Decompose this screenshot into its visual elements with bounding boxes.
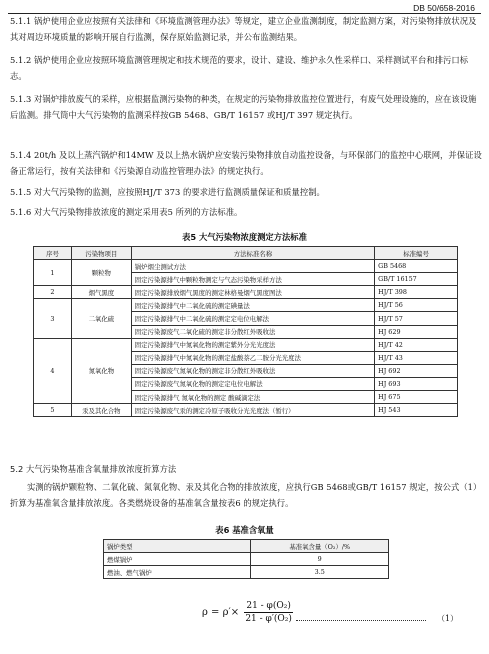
- table-row: [34, 299, 458, 312]
- standard-number-cell: HJ/T 43: [375, 351, 458, 364]
- conversion-formula: [202, 600, 293, 625]
- method-name-cell: 固定污染源排气中二氧化硫的测定碘量法: [131, 299, 374, 312]
- row-number-cell: 5: [34, 404, 72, 417]
- standard-number-cell: HJ 692: [375, 364, 458, 377]
- standard-number-cell: HJ 693: [375, 377, 458, 390]
- method-name-cell: 固定污染源排气中氮氧化物的测定紫外分光光度法: [131, 338, 374, 351]
- table5-col-method: 方法标准名称: [131, 247, 374, 260]
- clause-5-1-3: 5.1.3 对锅炉排放废气的采样，应根据监测污染物的种类，在规定的污染物排放监控位置进行，有废气处理设施的，应在该设施后监测。排气筒中大气污染物的监测采样按GB 5468、GB/T 16157 或HJ/T 397 规定执行。: [10, 94, 477, 120]
- method-name-cell: 固定污染源废气氮氧化物的测定非分散红外吸收法: [131, 364, 374, 377]
- pollutant-item-cell: 汞及其化合物: [71, 404, 131, 417]
- clause-5-1-5: 5.1.5 对大气污染物的监测，应按照HJ/T 373 的要求进行监测质量保证和质量控制。: [10, 187, 325, 197]
- method-name-cell: 固定污染源排放烟气黑度的测定林格曼烟气黑度图法: [131, 286, 374, 299]
- method-name-cell: 固定污染源废气汞的测定冷原子吸收分光光度法（暂行）: [131, 404, 374, 417]
- table6-col-type: 锅炉类型: [104, 540, 251, 553]
- standard-number-cell: HJ 675: [375, 391, 458, 404]
- table6-col-value: 基准氧含量（O₂）/%: [251, 540, 389, 553]
- table5-col-item: 污染物项目: [71, 247, 131, 260]
- table6: [103, 539, 389, 579]
- table6-header-row: [104, 540, 389, 553]
- standard-number-cell: HJ/T 42: [375, 338, 458, 351]
- formula-fraction: [244, 600, 293, 625]
- table-row: [34, 404, 458, 417]
- table-row: [34, 260, 458, 273]
- standard-number-cell: HJ 543: [375, 404, 458, 417]
- pollutant-item-cell: 氮氧化物: [71, 338, 131, 403]
- clause-5-1-6: 5.1.6 对大气污染物排放浓度的测定采用表5 所列的方法标准。: [10, 207, 243, 217]
- table-row: [104, 553, 389, 566]
- standard-number-cell: HJ 629: [375, 325, 458, 338]
- table5-col-std: 标准编号: [375, 247, 458, 260]
- table-row: [104, 566, 389, 579]
- section-5-2-heading: 5.2 大气污染物基准含氧量排放浓度折算方法: [10, 464, 177, 474]
- clause-5-1-4: 5.1.4 20t/h 及以上蒸汽锅炉和14MW 及以上热水锅炉应安装污染物排放自动监控设备，与环保部门的监控中心联网，并保证设备正常运行，按有关法律和《污染源自动监控管理办法》的规定执行。: [10, 150, 482, 176]
- section-5-2-body: 实测的锅炉颗粒物、二氧化硫、氮氧化物、汞及其化合物的排放浓度，应执行GB 5468或GB/T 16157 规定，按公式（1）折算为基准氧含量排放浓度。各类燃烧设备的基准氧含量按表6 的规定执行。: [10, 482, 482, 508]
- row-number-cell: 1: [34, 260, 72, 286]
- clause-5-1-2: 5.1.2 锅炉使用企业应按照环境监测管理规定和技术规范的要求，设计、建设、维护永久性采样口、采样测试平台和排污口标志。: [10, 55, 469, 81]
- pollutant-item-cell: 二氧化硫: [71, 299, 131, 338]
- boiler-type-cell: 燃煤锅炉: [104, 553, 251, 566]
- formula-denominator: 21 - φ′(O₂): [245, 614, 292, 624]
- table-row: [34, 338, 458, 351]
- clause-5-1-1: 5.1.1 锅炉使用企业应按照有关法律和《环境监测管理办法》等规定，建立企业监测制度，制定监测方案，对污染物排放状况及其对周边环境质量的影响开展自行监测，保存原始监测记录，并公布监测结果。: [10, 16, 477, 42]
- standard-number-cell: HJ/T 57: [375, 312, 458, 325]
- formula-number: （1）: [437, 614, 459, 623]
- row-number-cell: 2: [34, 286, 72, 299]
- table5: [33, 246, 458, 417]
- row-number-cell: 4: [34, 338, 72, 403]
- formula-leader-dots: [296, 620, 426, 621]
- row-number-cell: 3: [34, 299, 72, 338]
- table5-col-no: 序号: [34, 247, 72, 260]
- pollutant-item-cell: 颗粒物: [71, 260, 131, 286]
- standard-number-cell: GB/T 16157: [375, 273, 458, 286]
- boiler-type-cell: 燃油、燃气锅炉: [104, 566, 251, 579]
- method-name-cell: 固定污染源排气中颗粒物测定与气态污染物采样方法: [131, 273, 374, 286]
- table5-header-row: [34, 247, 458, 260]
- method-name-cell: 固定污染源废气二氧化硫的测定非分散红外吸收法: [131, 325, 374, 338]
- formula-numerator: 21 - φ(O₂): [246, 601, 291, 611]
- standard-number-cell: HJ/T 398: [375, 286, 458, 299]
- table5-caption: 表5 大气污染物浓度测定方法标准: [182, 232, 307, 242]
- method-name-cell: 固定污染源排气 氮氧化物的测定 酸碱滴定法: [131, 391, 374, 404]
- standard-number-cell: GB 5468: [375, 260, 458, 273]
- oxygen-value-cell: 9: [251, 553, 389, 566]
- method-name-cell: 固定污染源排气中二氧化硫的测定定电位电解法: [131, 312, 374, 325]
- method-name-cell: 锅炉烟尘测试方法: [131, 260, 374, 273]
- formula-lhs: ρ = ρ′×: [202, 607, 240, 618]
- standard-number-cell: HJ/T 56: [375, 299, 458, 312]
- doc-id-header: DB 50/658-2016: [413, 3, 475, 13]
- table-row: [34, 286, 458, 299]
- pollutant-item-cell: 烟气黑度: [71, 286, 131, 299]
- method-name-cell: 固定污染源排气中氮氧化物的测定盐酸萘乙二胺分光光度法: [131, 351, 374, 364]
- oxygen-value-cell: 3.5: [251, 566, 389, 579]
- table6-caption: 表6 基准含氧量: [215, 525, 274, 535]
- method-name-cell: 固定污染源废气氮氧化物的测定定电位电解法: [131, 377, 374, 390]
